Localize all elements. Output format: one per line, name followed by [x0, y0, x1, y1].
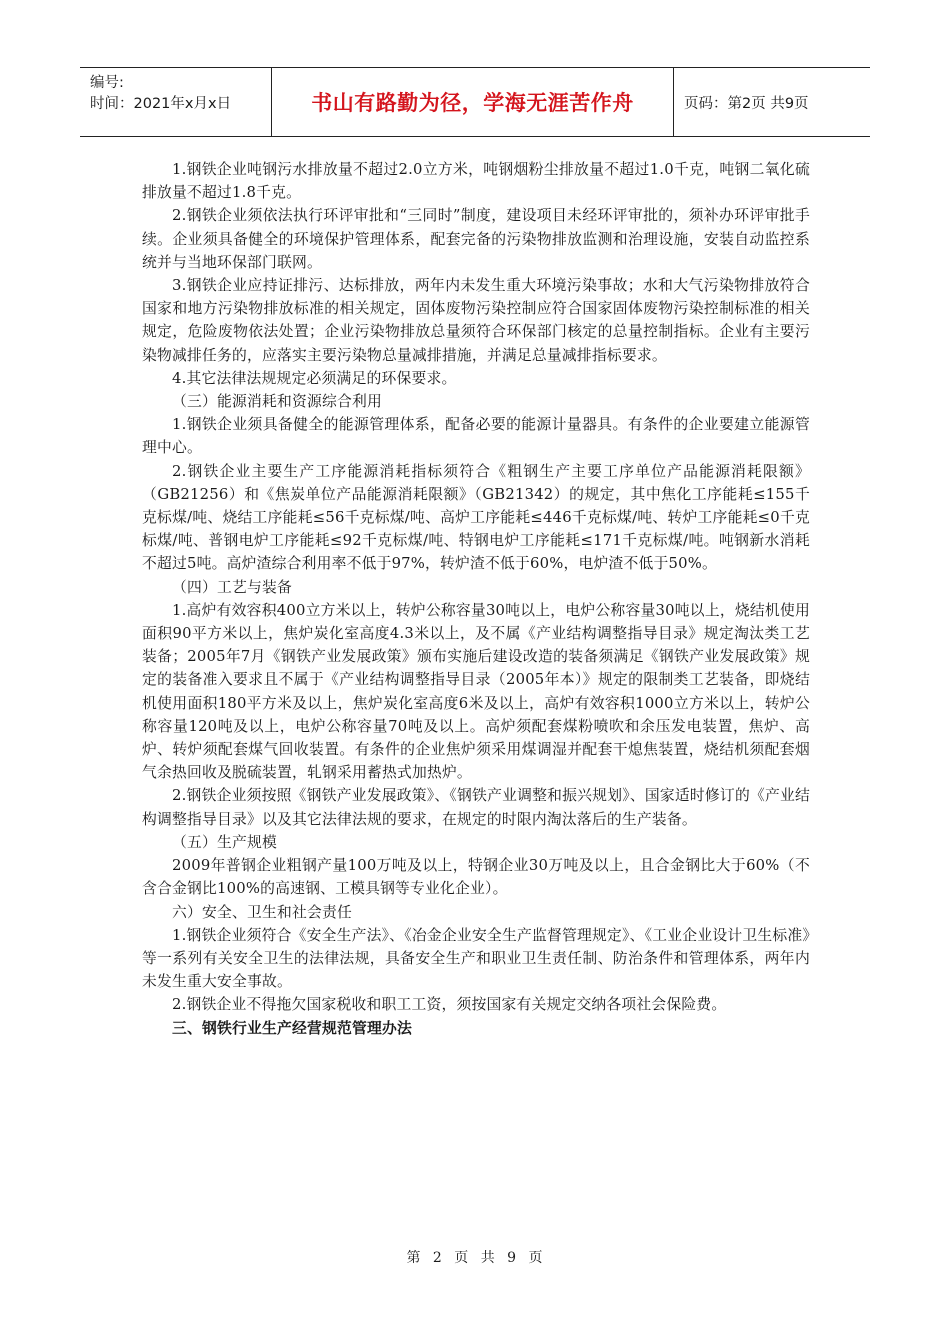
paragraph: 1.高炉有效容积400立方米以上，转炉公称容量30吨以上，电炉公称容量30吨以上，烧结机使用面积90平方米以上，焦炉炭化室高度4.3米以上，及不属《产业结构调整指导目录》规定淘汰类工艺装备；2005年7月《钢铁产业发展政策》颁布实施后建设改造的装备须满足《钢铁产业发展政策》规定的装备准入要求且不属于《产业结构调整指导目录（2005年本）》规定的限制类工艺装备，即烧结机使用面积180平方米及以上，焦炉炭化室高度6米及以上，高炉有效容积1000立方米以上，转炉公称容量120吨及以上，电炉公称容量70吨及以上。高炉须配套煤粉喷吹和余压发电装置，焦炉、高炉、转炉须配套煤气回收装置。有条件的企业焦炉须采用煤调湿并配套干熄焦装置，烧结机须配套烟气余热回收及脱硫装置，轧钢采用蓄热式加热炉。	[142, 601, 810, 782]
paragraph: 2.钢铁企业须依法执行环评审批和“三同时”制度，建设项目未经环评审批的，须补办环评审批手续。企业须具备健全的环境保护管理体系，配套完备的污染物排放监测和治理设施，安装自动监控系统并与当地环保部门联网。	[142, 207, 810, 271]
paragraph: 3.钢铁企业应持证排污、达标排放，两年内未发生重大环境污染事故；水和大气污染物排放符合国家和地方污染物排放标准的相关规定，固体废物污染控制应符合国家固体废物污染控制标准的相关规定，危险废物依法处置；企业污染物排放总量须符合环保部门核定的总量控制指标。企业有主要污染物减排任务的，应落实主要污染物总量减排措施，并满足总量减排指标要求。	[142, 277, 810, 364]
section-heading: （四）工艺与装备	[172, 578, 292, 596]
paragraph: 4.其它法律法规规定必须满足的环保要求。	[172, 369, 457, 387]
page-footer: 第 2 页 共 9 页	[406, 1250, 544, 1266]
chapter-heading: 三、钢铁行业生产经营规范管理办法	[172, 1019, 412, 1037]
page-header	[80, 67, 870, 137]
section-heading: （三）能源消耗和资源综合利用	[172, 393, 382, 411]
paragraph: 2.钢铁企业须按照《钢铁产业发展政策》、《钢铁产业调整和振兴规划》、国家适时修订的《产业结构调整指导目录》以及其它法律法规的要求，在规定的时限内淘汰落后的生产装备。	[142, 787, 810, 828]
paragraph: 2.钢铁企业不得拖欠国家税收和职工工资，须按国家有关规定交纳各项社会保险费。	[172, 996, 727, 1014]
paragraph: 1.钢铁企业吨钢污水排放量不超过2.0立方米，吨钢烟粉尘排放量不超过1.0千克，吨钢二氧化硫排放量不超过1.8千克。	[142, 161, 810, 202]
number-label: 编号:	[90, 75, 124, 91]
time-label: 时间：2021年x月x日	[90, 96, 232, 112]
paragraph: 2009年普钢企业粗钢产量100万吨及以上，特钢企业30万吨及以上，且合金钢比大于60%（不含合金钢比100%的高速钢、工模具钢等专业化企业）。	[142, 857, 810, 898]
paragraph: 1.钢铁企业须符合《安全生产法》、《冶金企业安全生产监督管理规定》、《工业企业设计卫生标准》等一系列有关安全卫生的法律法规，具备安全生产和职业卫生责任制、防治条件和管理体系，两年内未发生重大安全事故。	[142, 926, 810, 991]
header-motto: 书山有路勤为径，学海无涯苦作舟	[272, 68, 674, 136]
header-meta	[80, 68, 272, 136]
paragraph: 1.钢铁企业须具备健全的能源管理体系，配备必要的能源计量器具。有条件的企业要建立能源管理中心。	[142, 416, 810, 457]
paragraph: 2.钢铁企业主要生产工序能源消耗指标须符合《粗钢生产主要工序单位产品能源消耗限额》（GB21256）和《焦炭单位产品能源消耗限额》（GB21342）的规定，其中焦化工序能耗≤155千克标煤/吨、烧结工序能耗≤56千克标煤/吨、高炉工序能耗≤446千克标煤/吨、转炉工序能耗≤0千克标煤/吨、普钢电炉工序能耗≤92千克标煤/吨、特钢电炉工序能耗≤171千克标煤/吨。吨钢新水消耗不超过5吨。高炉渣综合利用率不低于97%，转炉渣不低于60%，电炉渣不低于50%。	[142, 462, 810, 573]
section-heading: （五）生产规模	[172, 833, 277, 851]
section-heading: 六）安全、卫生和社会责任	[172, 903, 352, 921]
document-body	[142, 158, 810, 1040]
header-page-code: 页码：第2页 共9页	[684, 95, 809, 112]
